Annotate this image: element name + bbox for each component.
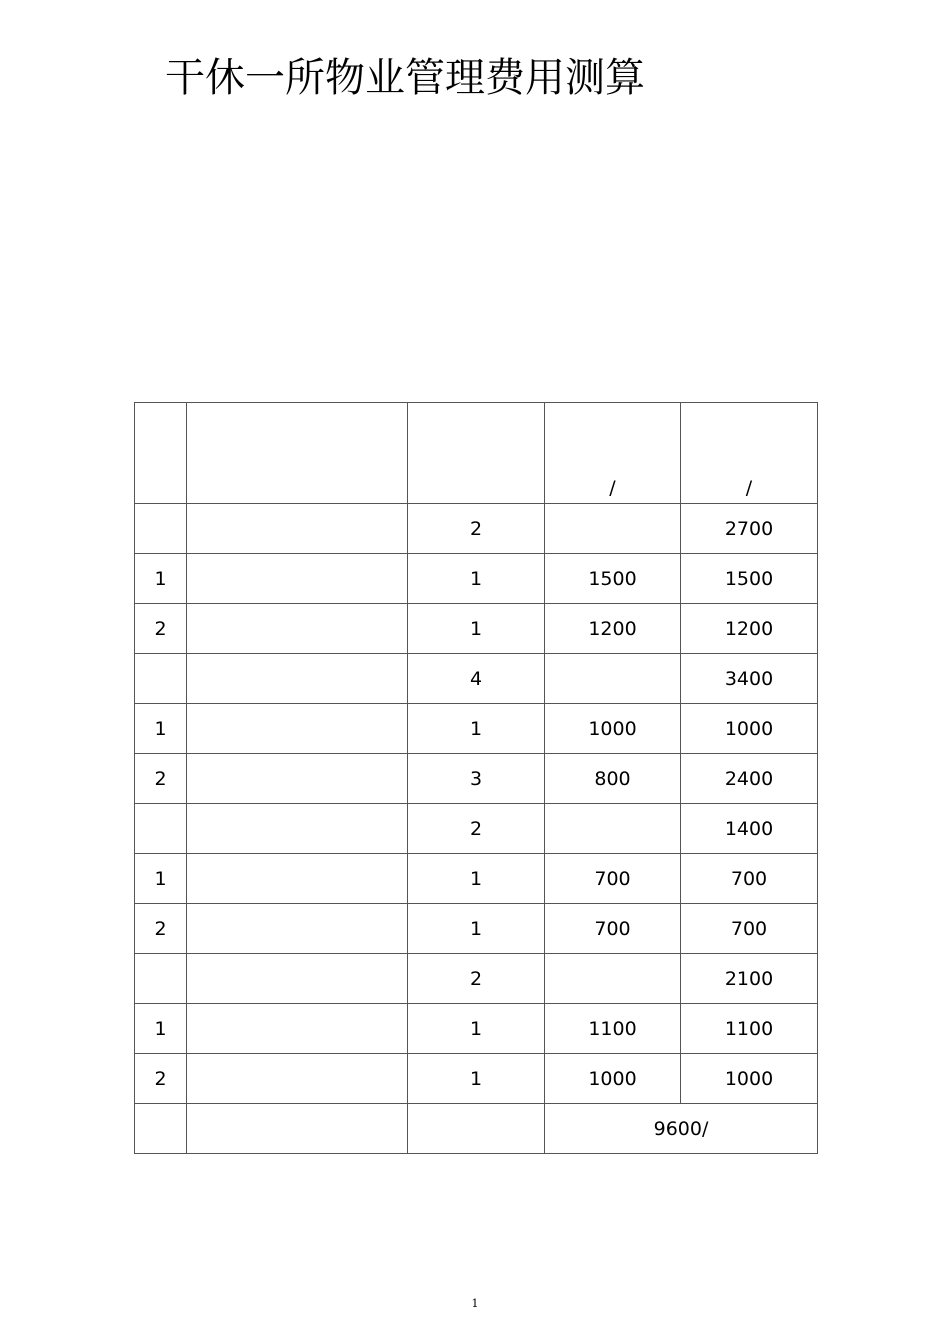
page-number: 1 [471, 1297, 479, 1310]
header-cell [135, 403, 187, 504]
table-cell: 700 [681, 854, 818, 904]
table-cell: 800 [545, 754, 681, 804]
table-row [135, 654, 818, 704]
table-cell: 1 [408, 1004, 545, 1054]
table-cell [135, 654, 187, 704]
table-cell: 1 [135, 854, 187, 904]
table-cell: 1000 [681, 1054, 818, 1104]
table-cell [187, 554, 408, 604]
table-cell [545, 804, 681, 854]
table-cell [187, 954, 408, 1004]
table-cell [187, 904, 408, 954]
table-row [135, 1004, 818, 1054]
page-title: 干休一所物业管理费用测算 [165, 55, 645, 101]
table-cell: 3400 [681, 654, 818, 704]
table-cell: 1 [408, 1054, 545, 1104]
table-cell: 2700 [681, 504, 818, 554]
table-cell: 2 [135, 1054, 187, 1104]
table-cell [408, 1104, 545, 1154]
table-cell [187, 704, 408, 754]
table-cell: 1 [408, 604, 545, 654]
table-row [135, 704, 818, 754]
table-row [135, 754, 818, 804]
table-cell: 1 [408, 554, 545, 604]
table-cell: 700 [681, 904, 818, 954]
table-row [135, 954, 818, 1004]
table-cell: 1400 [681, 804, 818, 854]
table-cell: 1200 [545, 604, 681, 654]
table-row [135, 854, 818, 904]
table-row [135, 1054, 818, 1104]
header-cell [187, 403, 408, 504]
table-row [135, 604, 818, 654]
table-cell [187, 804, 408, 854]
table-cell [135, 954, 187, 1004]
table-cell: 1000 [545, 704, 681, 754]
table-cell: 2 [135, 604, 187, 654]
table-cell: 1 [408, 854, 545, 904]
header-cell: / [681, 403, 818, 504]
table-cell: 2 [135, 754, 187, 804]
table-row [135, 804, 818, 854]
table-cell: 2400 [681, 754, 818, 804]
table-cell [545, 954, 681, 1004]
table-cell [187, 754, 408, 804]
table-cell [187, 654, 408, 704]
table-cell [187, 604, 408, 654]
table-cell [187, 1004, 408, 1054]
table-row [135, 504, 818, 554]
cost-table [134, 402, 818, 1154]
table-cell [135, 504, 187, 554]
table-cell: 1100 [545, 1004, 681, 1054]
table-cell: 2 [408, 504, 545, 554]
table-cell: 2 [135, 904, 187, 954]
table-cell: 3 [408, 754, 545, 804]
table-cell: 1200 [681, 604, 818, 654]
table-cell [187, 1104, 408, 1154]
table-total-row [135, 1104, 818, 1154]
table-cell [135, 804, 187, 854]
table-cell: 2 [408, 804, 545, 854]
table-cell: 2100 [681, 954, 818, 1004]
table-body [135, 403, 818, 1154]
table-cell: 1100 [681, 1004, 818, 1054]
table-cell [545, 504, 681, 554]
table-cell: 1 [135, 554, 187, 604]
table-cell [187, 504, 408, 554]
table-cell [187, 1054, 408, 1104]
table-cell: 1 [408, 704, 545, 754]
total-value-cell: 9600/ [545, 1104, 818, 1154]
table-header-row [135, 403, 818, 504]
table-cell: 1500 [545, 554, 681, 604]
table-cell [135, 1104, 187, 1154]
table-cell: 1000 [681, 704, 818, 754]
table-cell [545, 654, 681, 704]
table-cell: 1500 [681, 554, 818, 604]
table-cell: 1 [408, 904, 545, 954]
header-cell [408, 403, 545, 504]
table-cell: 700 [545, 904, 681, 954]
table-cell: 1 [135, 1004, 187, 1054]
table-row [135, 904, 818, 954]
table-cell: 4 [408, 654, 545, 704]
table-cell: 2 [408, 954, 545, 1004]
table-cell [187, 854, 408, 904]
table-cell: 1 [135, 704, 187, 754]
table-cell: 1000 [545, 1054, 681, 1104]
table-row [135, 554, 818, 604]
header-cell: / [545, 403, 681, 504]
table-cell: 700 [545, 854, 681, 904]
